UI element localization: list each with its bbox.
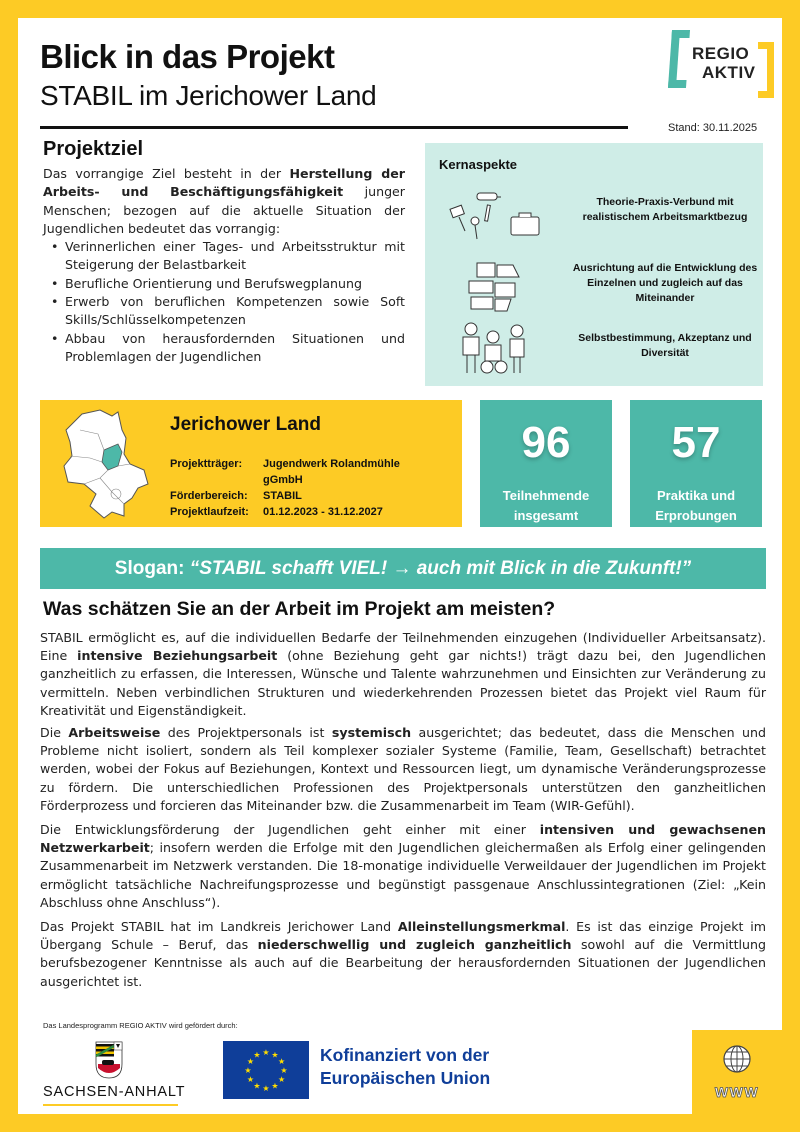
eu-star: ★ — [271, 1050, 279, 1060]
eu-star: ★ — [253, 1050, 261, 1060]
detail-row: Projektträger: Jugendwerk Rolandmühle gGmbH — [170, 458, 400, 486]
sa-underline — [43, 1104, 178, 1106]
people-icon — [459, 321, 531, 377]
detail-row: Projektlaufzeit: 01.12.2023 - 31.12.2027 — [170, 506, 383, 518]
logo-text: REGIO AKTIV — [692, 44, 756, 82]
eu-star: ★ — [246, 1057, 254, 1066]
list-item: • Erwerb von beruflichen Kompetenzen sowie Soft Skills/Schlüsselkompetenzen — [43, 293, 405, 330]
paragraph: Die Entwicklungsförderung der Jugendlichen geht einher mit einer intensiven und gewachsenen Netzwerkarbeit; insofern werden die Erfolge mit den Jugendlichen gleichermaßen als Erfolg einer gelingenden Zusammenarbeit im Netzwerk verstanden. Die 18-monatige individuelle Verweildauer der Jugendlichen im Projekt ermöglicht tatsächliche Nachreifungsprozesse und begünstigt passgenaue Anschlussintegrationen (Ziel: „Kein Abschluss ohne Anschluss“). — [40, 822, 766, 910]
page-title: Blick in das Projekt — [40, 38, 335, 75]
list-item: • Verinnerlichen einer Tages- und Arbeitsstruktur mit Steigerung der Belastbarkeit — [43, 238, 405, 275]
stat-value: 57 — [671, 418, 721, 467]
kernaspekt-item: Ausrichtung auf die Entwicklung des Einzelnen und zugleich auf das Miteinander — [572, 262, 758, 304]
funding-note: Das Landesprogramm REGIO AKTIV wird gefördert durch: — [43, 1021, 238, 1030]
website-link[interactable] — [692, 1030, 782, 1114]
slogan-banner: Slogan: “STABIL schafft VIEL! → auch mit Blick in die Zukunft!” — [40, 548, 766, 589]
eu-star: ★ — [244, 1066, 252, 1075]
kernaspekt-item: Theorie-Praxis-Verbund mit realistischem Arbeitsmarktbezug — [582, 196, 748, 223]
eu-star: ★ — [246, 1075, 254, 1084]
region-panel — [40, 400, 462, 527]
eu-stars — [223, 1041, 309, 1099]
header-divider — [40, 126, 628, 129]
www-label: WWW — [714, 1084, 760, 1100]
sachsen-anhalt-name: SACHSEN-ANHALT — [43, 1084, 186, 1100]
page-subtitle: STABIL im Jerichower Land — [40, 80, 377, 111]
eu-star: ★ — [262, 1084, 270, 1093]
coat-of-arms-icon — [94, 1040, 124, 1080]
kernaspekte-panel — [425, 143, 763, 386]
logo-bracket-left — [668, 30, 690, 88]
hands-icon — [465, 257, 527, 315]
stat-praktika — [630, 400, 762, 527]
detail-row: Förderbereich: STABIL — [170, 490, 302, 502]
region-name: Jerichower Land — [170, 414, 321, 435]
kernaspekt-item: Selbstbestimmung, Akzeptanz und Diversität — [578, 332, 752, 359]
eu-star: ★ — [262, 1048, 270, 1057]
eu-star: ★ — [271, 1081, 279, 1091]
projektziel-list — [43, 238, 405, 366]
projektziel-body — [43, 165, 405, 366]
stat-value: 96 — [521, 418, 571, 467]
eu-star: ★ — [278, 1057, 286, 1066]
projektziel-intro: Das vorrangige Ziel besteht in der Herstellung der Arbeits- und Beschäftigungsfähigkeit junger Menschen; bezogen auf die aktuelle Situation der Jugendlichen bedeutet das vorrangig: — [43, 166, 405, 236]
sachsen-anhalt-map-icon — [60, 408, 152, 520]
paragraph: Das Projekt STABIL hat im Landkreis Jerichower Land Alleinstellungsmerkmal. Es ist das einzige Projekt im Übergang Schule – Beruf, das niederschwellig und zugleich ganzheitlich sowohl auf die Vermittlung berufsbezogener Kenntnisse als auch auf die Bearbeitung der herausfordernden Situationen der Jugendlichen ausgerichtet ist. — [40, 919, 766, 989]
eu-flag-icon — [223, 1041, 309, 1099]
stat-teilnehmende — [480, 400, 612, 527]
poster-page — [18, 18, 782, 1114]
stand-date: Stand: 30.11.2025 — [668, 122, 758, 134]
eu-funding-text: Kofinanziert von der Europäischen Union — [320, 1045, 491, 1088]
regio-aktiv-logo — [670, 30, 774, 100]
paragraph: Die Arbeitsweise des Projektpersonals ist systemisch ausgerichtet; das bedeutet, dass die Menschen und Probleme nicht isoliert, sondern als Teil komplexer sozialer Systeme (Familie, Team, Gesellschaft) betrachtet werden, wobei der Fokus auf Beziehungen, Kontext und Ressourcen liegt, um dynamische Veränderungsprozesse zu fördern. Die unterschiedlichen Professionen des Projektpersonals unterstützen den ganzheitlichen Förderprozess und forcieren das Miteinander bzw. die Zusammenarbeit im Team (WIR-Gefühl). — [40, 725, 766, 813]
stat-label: Praktika und Erprobungen — [655, 488, 737, 523]
slogan-text: “STABIL schafft VIEL! → auch mit Blick in die Zukunft!” — [189, 558, 692, 579]
globe-icon — [722, 1044, 752, 1074]
stat-label: Teilnehmende insgesamt — [502, 488, 590, 523]
logo-bracket-right — [758, 42, 774, 98]
tools-icon — [449, 191, 541, 243]
question-heading: Was schätzen Sie an der Arbeit im Projekt am meisten? — [43, 598, 556, 620]
kernaspekte-heading: Kernaspekte — [439, 157, 518, 172]
list-item: • Abbau von herausfordernden Situationen und Problemlagen der Jugendlichen — [43, 330, 405, 367]
paragraph: STABIL ermöglicht es, auf die individuellen Bedarfe der Teilnehmenden einzugehen (Individueller Arbeitsansatz). Eine intensive Beziehungsarbeit (ohne Beziehung geht gar nichts!) trägt dazu bei, den Jugendlichen ganzheitlich zu erfassen, die Interessen, Wünsche und Talente wahrzunehmen und Einsichten zur Veränderung zu vermitteln. Neben verbindlichen Strukturen und wiederkehrenden Prozessen bietet das Projekt viel Raum für Kreativität und Eigenständigkeit. — [40, 630, 766, 718]
eu-star: ★ — [280, 1066, 288, 1075]
region-details — [170, 456, 433, 520]
sachsen-anhalt-logo — [43, 1038, 186, 1108]
eu-star: ★ — [253, 1081, 261, 1091]
eu-star: ★ — [278, 1075, 286, 1084]
question-body — [40, 629, 766, 995]
list-item: • Berufliche Orientierung und Berufswegplanung — [43, 275, 405, 293]
projektziel-heading: Projektziel — [43, 138, 144, 160]
